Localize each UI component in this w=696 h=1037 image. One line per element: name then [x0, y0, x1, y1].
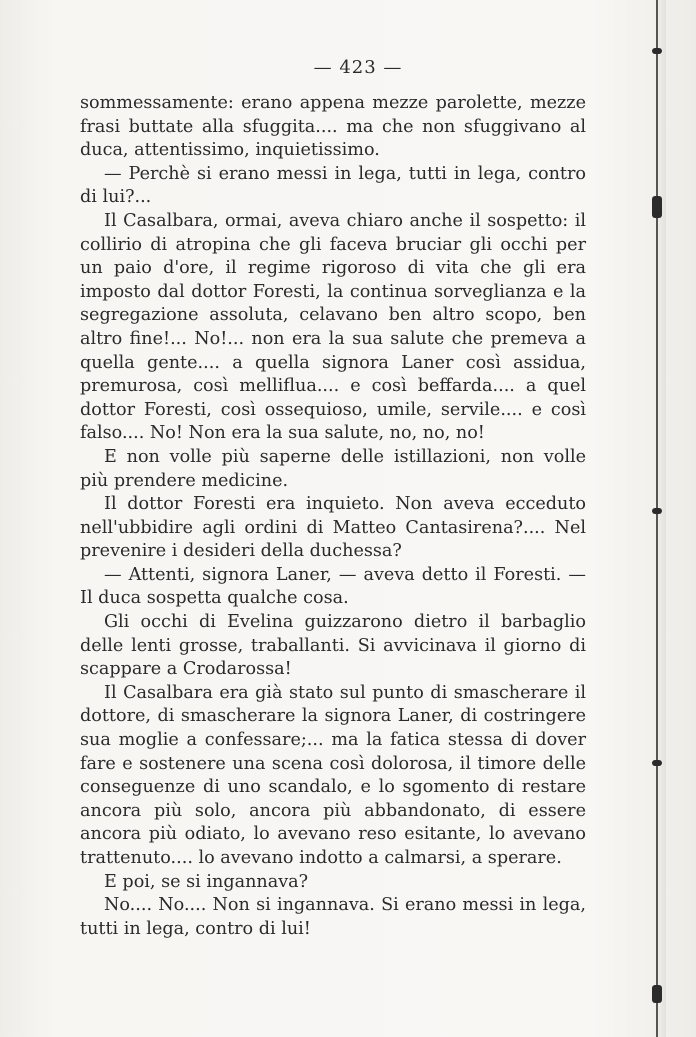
paragraph-6: — Attenti, signora Laner, — aveva detto il Foresti. — Il duca sospetta qualche cosa.	[80, 564, 586, 609]
paragraph-7: Gli occhi di Evelina guizzarono dietro il barbaglio delle lenti grosse, traballanti. Si avvicinava il giorno di scappare a Crodarossa!	[80, 612, 586, 680]
paragraph-8: Il Casalbara era già stato sul punto di smascherare il dottore, di smascherare la signora Laner, di costringere sua moglie a confessare;... ma la fatica stessa di dover fare e sostenere una scena così dolorosa, il timore delle conseguenze di uno scandalo, e lo sgomento di restare ancora più solo, ancora più abbandonato, di essere ancora più odiato, lo avevano reso esitante, lo avevano trattenuto.... lo avevano indotto a calmarsi, a sperare.	[80, 682, 586, 868]
paragraph-2: — Perchè si erano messi in lega, tutti in lega, contro di lui?...	[80, 163, 586, 208]
paragraph-3: Il Casalbara, ormai, aveva chiaro anche il sospetto: il collirio di atropina che gli faceva bruciar gli occhi per un paio d'ore, il regime rigoroso di vita che gli era imposto dal dottor Foresti, la continua sorveglianza e la segregazione assoluta, celavano ben altro scopo, ben altro fine!... No!... non era la sua salute che premeva a quella gente.... a quella signora Laner così assidua, premurosa, così melliflua.... e così beffarda.... a quel dottor Foresti, così ossequioso, umile, servile.... e così falso.... No! Non era la sua salute, no, no, no!	[80, 210, 586, 444]
paragraph-4: E non volle più saperne delle istillazioni, non volle più prendere medicine.	[80, 446, 586, 491]
body-text	[80, 92, 586, 941]
binding-mark	[652, 48, 662, 54]
paragraph-10: No.... No.... Non si ingannava. Si erano messi in lega, tutti in lega, contro di lui!	[80, 895, 586, 939]
binding-mark	[652, 985, 662, 1003]
binding-mark	[652, 196, 662, 218]
binding-mark	[652, 760, 662, 766]
paragraph-1: sommessamente: erano appena mezze parolette, mezze frasi buttate alla sfuggita.... ma che non sfuggivano al duca, attentissimo, inquietissimo.	[80, 93, 586, 161]
paragraph-9: E poi, se si ingannava?	[104, 871, 309, 892]
page-number: — 423 —	[313, 57, 403, 78]
paragraph-5: Il dottor Foresti era inquieto. Non aveva ecceduto nell'ubbidire agli ordini di Matteo Cantasirena?.... Nel prevenire i desideri della duchessa?	[80, 494, 586, 562]
binding-mark	[652, 508, 662, 514]
binding-edge	[656, 0, 658, 1037]
